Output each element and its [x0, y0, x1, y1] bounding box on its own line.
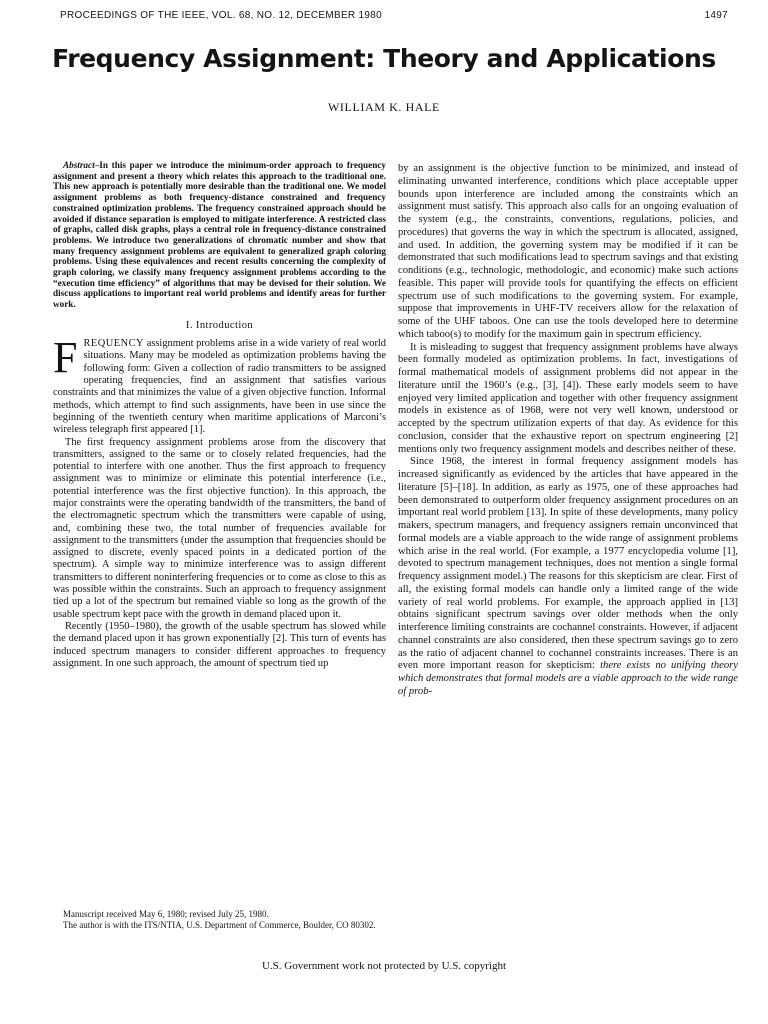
- footnote-affiliation: The author is with the ITS/NTIA, U.S. Department of Commerce, Boulder, CO 80302.: [63, 920, 376, 930]
- right-paragraph-3-italic: there exists no unifying theory which demonstrates that formal models are a viable approach to the wide range of prob-: [398, 660, 738, 697]
- copyright-notice: U.S. Government work not protected by U.S. copyright: [261, 960, 507, 972]
- abstract-label: Abstract: [63, 160, 95, 170]
- author-name: WILLIAM K. HALE: [328, 100, 440, 114]
- right-paragraph-2: It is misleading to suggest that frequency assignment problems have always been formally modeled as optimization problems. In fact, investigations of formal mathematical models of assignment problems did not appear in the literature until the 1960’s (e.g., [3], [4]). These early models seem to have enjoyed very limited application and together with other frequency assignment models in existence as of 1968, were not very well known, understood or accepted by the spectrum utilization experts of that day. As evidence for this conclusion, consider that the exhaustive report on spectrum engineering [2] mentions only two frequency assignment models and describes neither of these.: [398, 341, 738, 455]
- right-column: [398, 163, 738, 699]
- footnote-received: Manuscript received May 6, 1980; revised July 25, 1980.: [63, 909, 269, 919]
- intro-paragraph-1-text: assignment problems arise in a wide variety of real world situations. Many may be modeled as optimization problems having the following form: Given a collection of radio transmitters to be assigned operating frequencies, find an assignment that satisfies various constraints and that minimizes the value of a given objective function. Informal methods, which attempt to find such assignments, have been in use since the beginning of the twentieth century when maritime applications of Marconi’s wireless telegraph first appeared [1].: [53, 338, 386, 436]
- intro-paragraph-2: The first frequency assignment problems arose from the discovery that transmitters, assigned to the same or to closely related frequencies, had the potential to interfere with one another. Thus the first approach to frequency assignment was to minimize or eliminate this potential interference (i.e., potential interference was the first objective function). In this approach, the major constraints were the operating bandwidth of the transmitters, the band of the electromagnetic spectrum which the transmitters were capable of using, and, combining these two, the total number of frequencies available for assignment to the transmitters (under the assumption that frequencies should be assigned to discrete, evenly spaced points in a dedicated portion of the spectrum). A simple way to minimize interference was to assign different transmitters to different noninterfering frequencies or to come as close to this as was possible within the constraints. Such an approach to frequency assignment tied up a lot of the spectrum but remained viable so long as the growth of the usable spectrum kept pace with the growth in demand placed upon it.: [53, 436, 386, 620]
- intro-paragraph-1: [53, 333, 386, 436]
- abstract-text: –In this paper we introduce the minimum-order approach to frequency assignment and present a theory which relates this approach to the traditional one. This new approach is potentially more desirable than the traditional one. We model assignment problems as both frequency-distance constrained and frequency constrained optimization problems. The frequency constrained approach should be avoided if distance separation is employed to mitigate interference. A restricted class of graphs, called disk graphs, plays a central role in frequency-distance constrained problems. We introduce two generalizations of chromatic number and show that many frequency assignment problems are equivalent to generalized graph coloring problems. Using these equivalences and recent results concerning the complexity of graph coloring, we classify many frequency assignment problems according to the “execution time efficiency” of algorithms that may be devised for their solution. We discuss applications to important real world problems and identify areas for further work.: [53, 160, 386, 310]
- running-head: [60, 10, 728, 26]
- lead-word: REQUENCY: [83, 338, 145, 350]
- drop-cap: F: [53, 333, 78, 383]
- footnote: [53, 909, 386, 931]
- left-column: [53, 160, 386, 670]
- right-paragraph-1: by an assignment is the objective function to be minimized, and instead of eliminating unwanted interference, conditions which place acceptable upper bounds upon interference are included among the constraints which an assignment must satisfy. This approach also calls for an ongoing evaluation of the system (e.g., the constraints, conventions, regulations, policies, and procedures) that governs the way in which the spectrum is allocated, assigned, and used. In addition, the governing system may be modified if it can be demonstrated that such modifications lead to spectrum savings and that existing conditions (e.g., technologic, methodologic, and economic) make such actions feasible. This paper will provide tools for quantifying the effects on efficient spectrum use of such modifications to the governing system. For example, suppose that improvements in UHF-TV receivers allow for the relaxation of some of the UHF taboos. One can use the tools developed here to determine which taboo(s) to modify for the maximum gain in spectrum efficiency.: [398, 163, 738, 340]
- journal-citation: PROCEEDINGS OF THE IEEE, VOL. 68, NO. 12, DECEMBER 1980: [60, 10, 382, 21]
- page-number: 1497: [704, 10, 728, 21]
- right-paragraph-3: [398, 456, 738, 698]
- right-paragraph-3-text: Since 1968, the interest in formal frequency assignment models has increased significantly as evidenced by the articles that have appeared in the literature [5]–[18]. In addition, as early as 1975, one of these approaches had been demonstrated to outperform older frequency assignment procedures on an important real world problem [13]. In spite of these developments, many policy makers, spectrum managers, and frequency assigners remain unconvinced that formal models are a viable approach to the wide range of assignment problems which arise in the real world. (For example, a 1977 encyclopedia volume [1], devoted to spectrum management techniques, does not mention a single formal frequency assignment model.) The reasons for this skepticism are clear. First of all, the existing formal models can handle only a limited range of the wide variety of real world problems. For example, the approach applied in [13] obtains significant spectrum savings over older methods when the only interference limiting constraints are cochannel constraints. However, if adjacent channel constraints are also considered, then these spectrum savings go to zero as the ratio of adjacent channel to cochannel constraints increases. There is an even more important reason for skepticism:: [398, 456, 738, 672]
- intro-paragraph-3: Recently (1950–1980), the growth of the usable spectrum has slowed while the demand placed upon it has grown exponentially [2]. This turn of events has induced spectrum managers to consider different approaches to frequency assignment. In one such approach, the amount of spectrum tied up: [53, 620, 386, 669]
- paper-title: Frequency Assignment: Theory and Applications: [52, 44, 716, 73]
- abstract: [53, 160, 386, 310]
- section-heading: I. Introduction: [185, 319, 254, 331]
